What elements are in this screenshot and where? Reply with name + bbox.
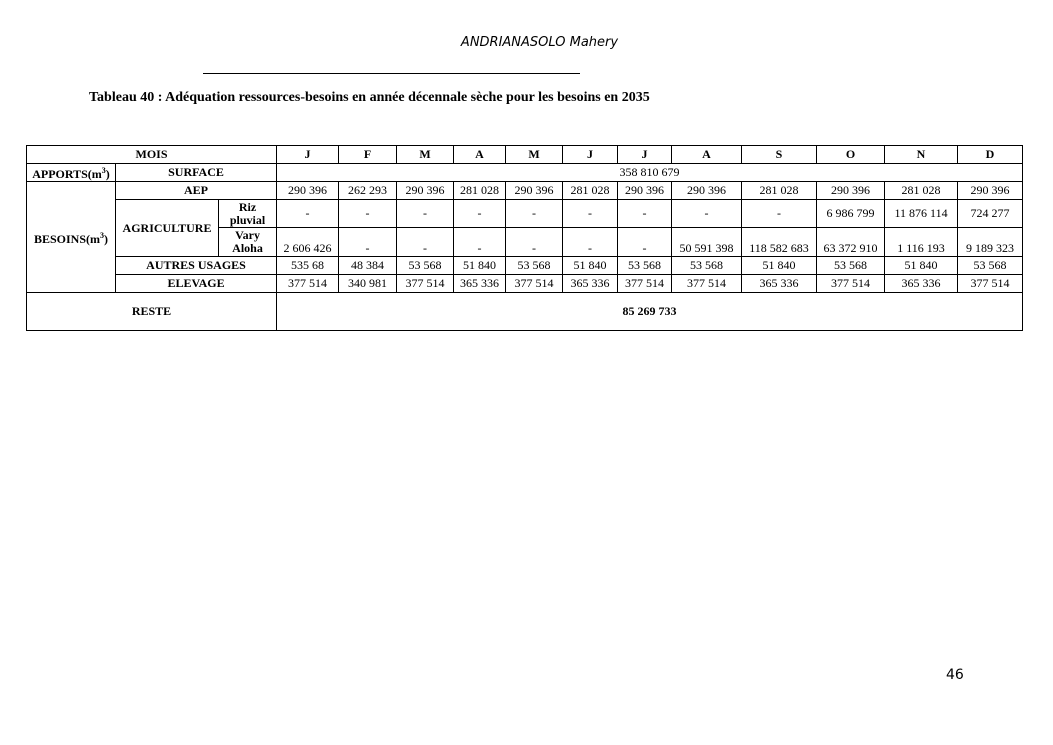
table-cell: 377 514 (397, 275, 454, 293)
table-cell: 377 514 (672, 275, 742, 293)
table-cell: 281 028 (454, 182, 506, 200)
table-cell: - (454, 200, 506, 228)
vary-aloha-label: Vary Aloha (219, 228, 277, 257)
table-cell: 6 986 799 (817, 200, 885, 228)
table-cell: 290 396 (672, 182, 742, 200)
apports-row (27, 164, 1053, 182)
table-cell: 290 396 (397, 182, 454, 200)
surface-value: 358 810 679 (277, 164, 1023, 182)
elevage-label: ELEVAGE (116, 275, 277, 293)
table-cell: 724 277 (958, 200, 1023, 228)
table-cell: - (397, 200, 454, 228)
table-cell: 53 568 (958, 257, 1023, 275)
table-cell: - (506, 228, 563, 257)
table-cell: - (618, 200, 672, 228)
months-header-row (27, 146, 1053, 164)
table-cell: - (339, 200, 397, 228)
mois-label: MOIS (27, 146, 277, 164)
month-header: O (817, 146, 885, 164)
header-rule (203, 73, 580, 74)
riz-pluvial-row (27, 200, 1053, 228)
autres-usages-label: AUTRES USAGES (116, 257, 277, 275)
table-cell: 53 568 (397, 257, 454, 275)
month-header: S (742, 146, 817, 164)
table-cell: 377 514 (817, 275, 885, 293)
table-cell: 290 396 (506, 182, 563, 200)
month-header: J (618, 146, 672, 164)
table-cell: 365 336 (742, 275, 817, 293)
month-header: M (506, 146, 563, 164)
table-cell: 365 336 (885, 275, 958, 293)
table-cell: 11 876 114 (885, 200, 958, 228)
table-cell: 50 591 398 (672, 228, 742, 257)
month-header: J (277, 146, 339, 164)
month-header: A (454, 146, 506, 164)
page-header-author: ANDRIANASOLO Mahery (460, 35, 619, 50)
month-header: D (958, 146, 1023, 164)
table-cell: 48 384 (339, 257, 397, 275)
table-cell: 377 514 (958, 275, 1023, 293)
besoins-label: $BESOINS(m^3)$ (27, 182, 116, 293)
table-cell: 340 981 (339, 275, 397, 293)
table-cell: 63 372 910 (817, 228, 885, 257)
reste-label: RESTE (27, 293, 277, 331)
table-cell: - (277, 200, 339, 228)
aep-label: AEP (116, 182, 277, 200)
table-cell: 290 396 (277, 182, 339, 200)
table-cell: 290 396 (618, 182, 672, 200)
reste-value: 85 269 733 (277, 293, 1023, 331)
table-cell: 53 568 (506, 257, 563, 275)
table-cell: 9 189 323 (958, 228, 1023, 257)
table-cell: - (454, 228, 506, 257)
table-cell: 377 514 (506, 275, 563, 293)
table-cell: 281 028 (563, 182, 618, 200)
table-cell: 535 68 (277, 257, 339, 275)
table-cell: - (742, 200, 817, 228)
table-cell: - (397, 228, 454, 257)
autres-usages-row (27, 257, 1053, 275)
table-caption: Tableau 40 : Adéquation ressources-besoins en année décennale sèche pour les besoins en 2035 (89, 90, 650, 105)
table-cell: 51 840 (563, 257, 618, 275)
table-cell: - (618, 228, 672, 257)
table-cell: 365 336 (563, 275, 618, 293)
table-cell: 262 293 (339, 182, 397, 200)
apports-label: $APPORTS(m^3)$ (27, 164, 116, 182)
table-cell: 53 568 (672, 257, 742, 275)
table-cell: - (339, 228, 397, 257)
month-header: A (672, 146, 742, 164)
month-header: N (885, 146, 958, 164)
table-cell: 53 568 (618, 257, 672, 275)
elevage-row (27, 275, 1053, 293)
month-header: F (339, 146, 397, 164)
table-cell: 365 336 (454, 275, 506, 293)
aep-row (27, 182, 1053, 200)
table-cell: 51 840 (454, 257, 506, 275)
resources-needs-table (26, 145, 1053, 331)
surface-label: SURFACE (116, 164, 277, 182)
table-cell: - (672, 200, 742, 228)
agriculture-label: AGRICULTURE (116, 200, 219, 257)
table-cell: - (563, 228, 618, 257)
table-cell: 2 606 426 (277, 228, 339, 257)
table-cell: 281 028 (885, 182, 958, 200)
table-cell: - (506, 200, 563, 228)
table-cell: 290 396 (958, 182, 1023, 200)
riz-pluvial-label: Riz pluvial (219, 200, 277, 228)
table-cell: 51 840 (742, 257, 817, 275)
table-cell: 281 028 (742, 182, 817, 200)
page-number: 46 (946, 667, 964, 683)
table-cell: - (563, 200, 618, 228)
table-cell: 51 840 (885, 257, 958, 275)
table-cell: 118 582 683 (742, 228, 817, 257)
table-cell: 290 396 (817, 182, 885, 200)
table-cell: 377 514 (277, 275, 339, 293)
table-cell: 53 568 (817, 257, 885, 275)
month-header: J (563, 146, 618, 164)
table-cell: 377 514 (618, 275, 672, 293)
month-header: M (397, 146, 454, 164)
table-cell: 1 116 193 (885, 228, 958, 257)
reste-row (27, 293, 1053, 331)
